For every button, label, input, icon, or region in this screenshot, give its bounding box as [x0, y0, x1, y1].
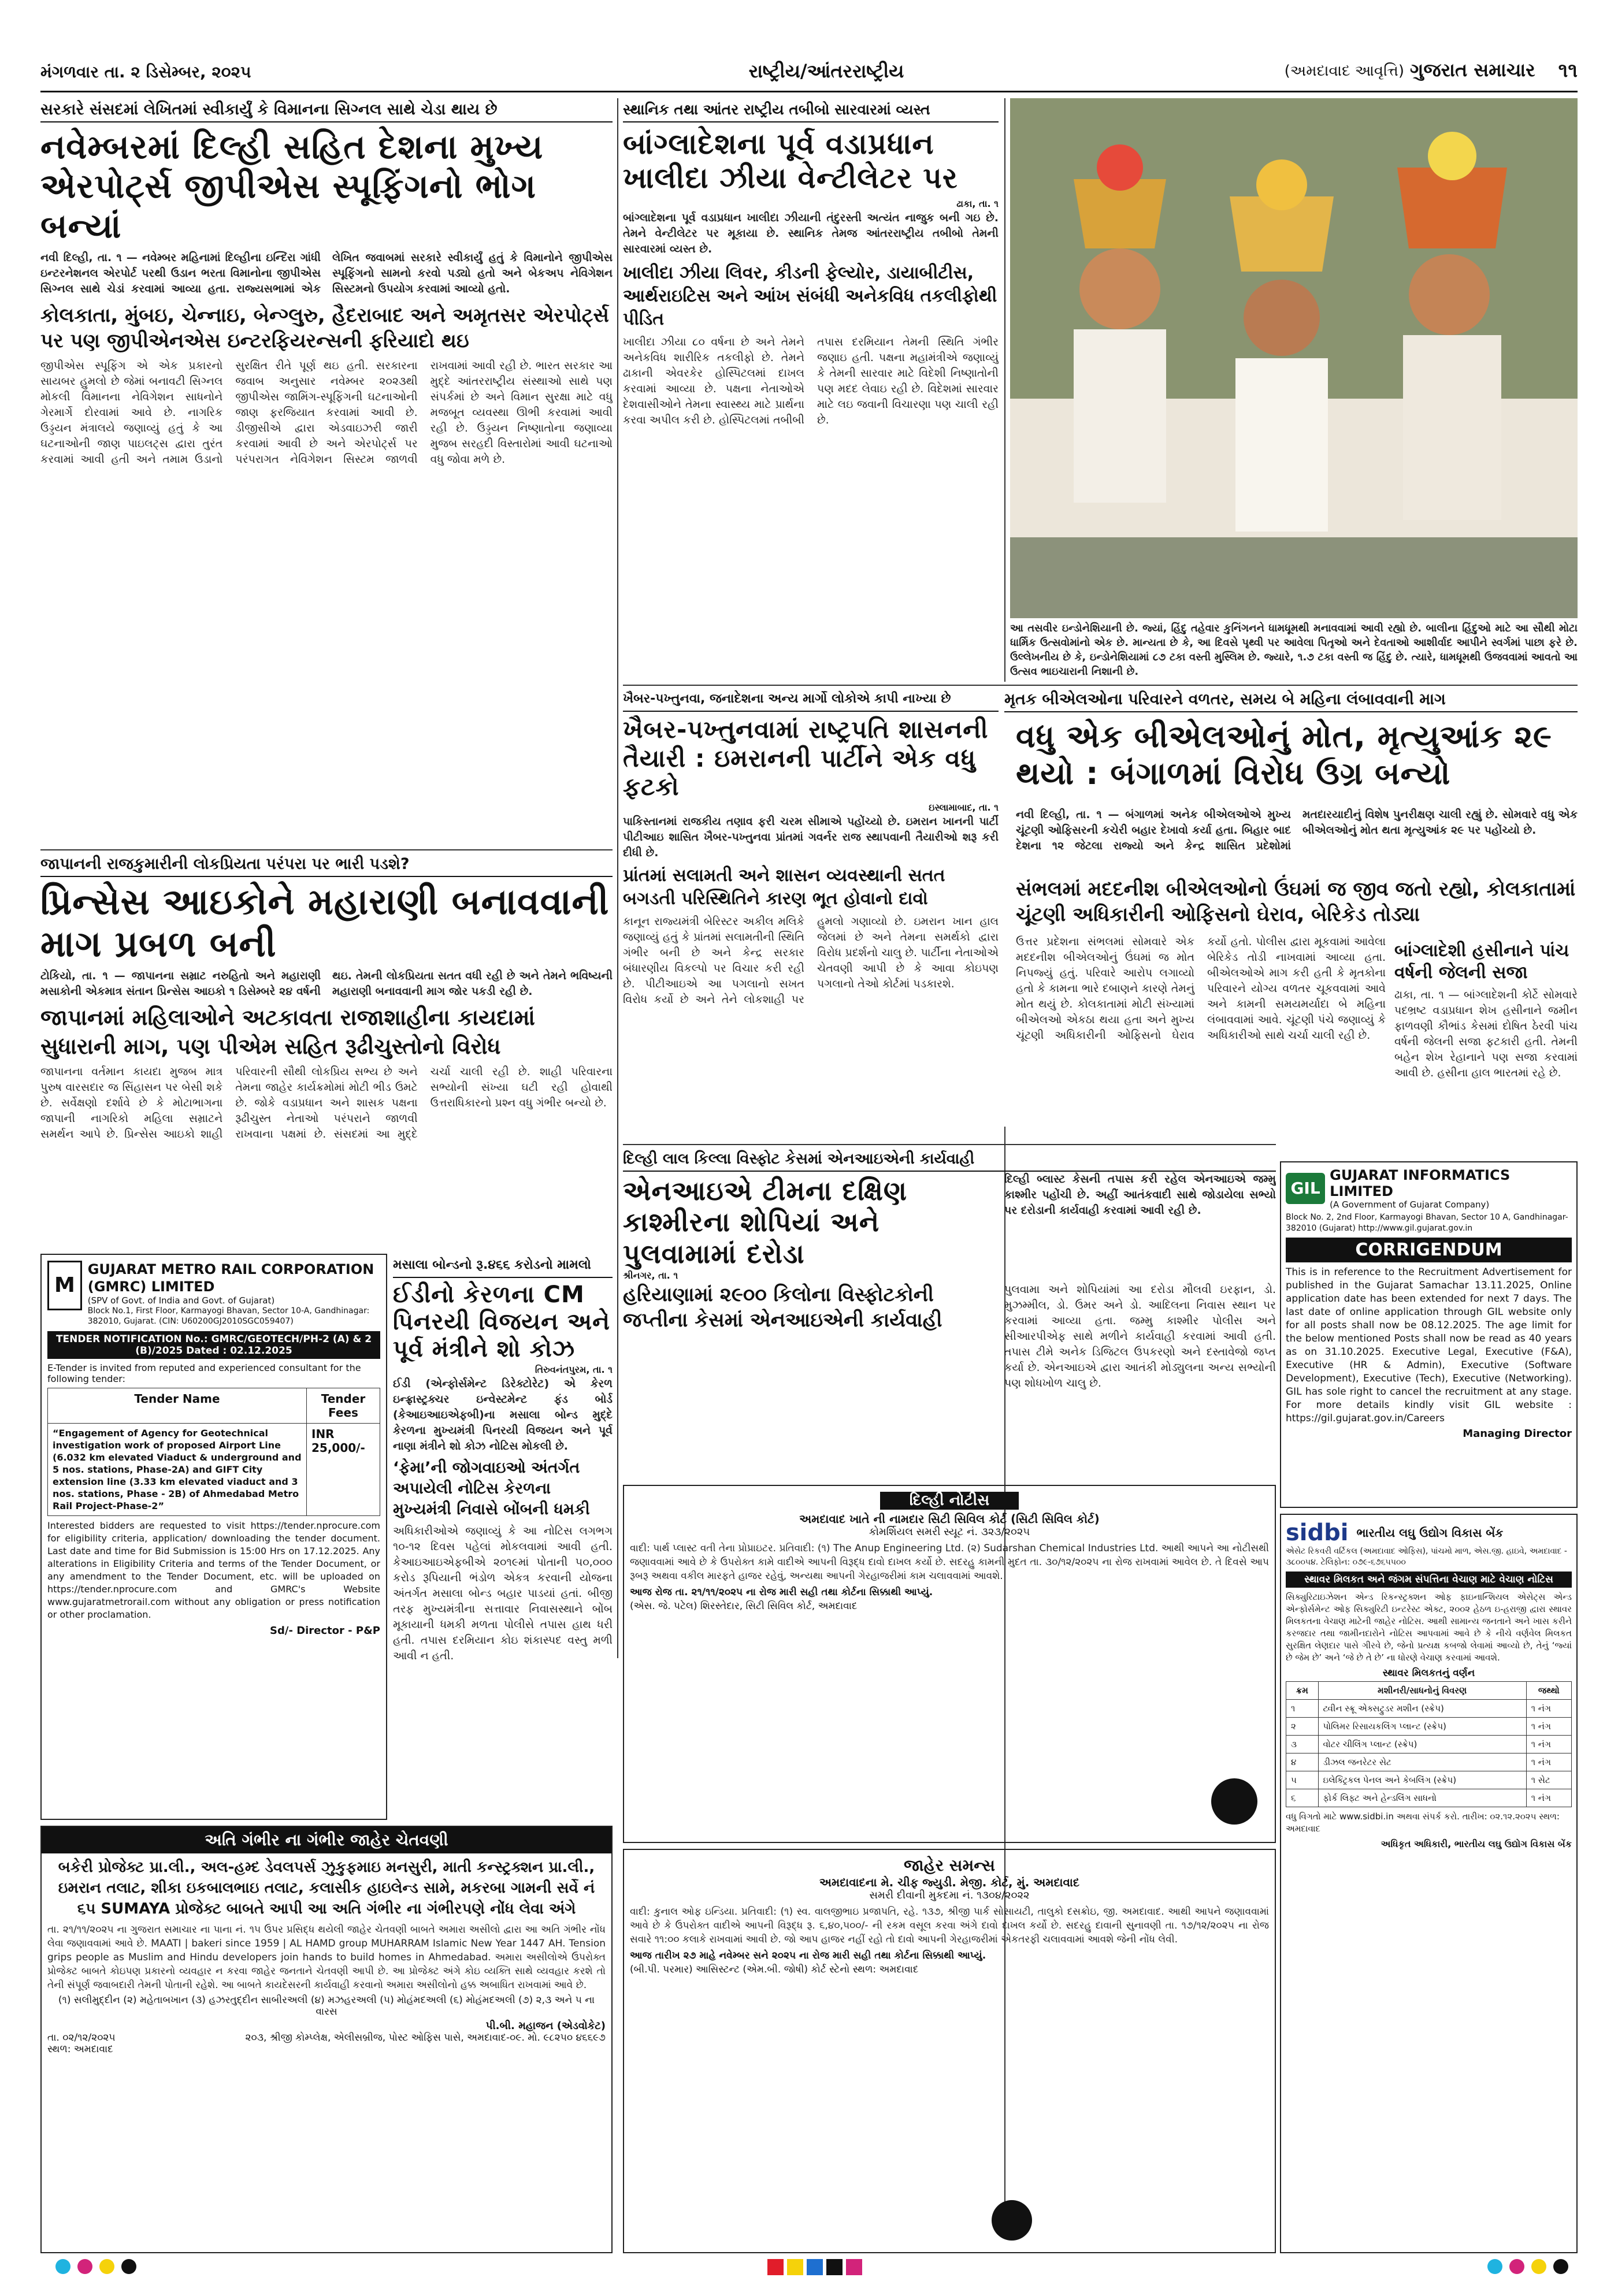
table-cell: ડીઝલ જનરેટર સેટ [1318, 1753, 1526, 1771]
table-row [1286, 1753, 1572, 1771]
reg-dot-yellow [99, 2259, 114, 2274]
khaleda-kicker: સ્થાનિક તથા આંતર રાષ્ટ્રીય તબીબો સારવારમાં વ્યસ્ત [623, 98, 999, 122]
table-cell: ૫ [1286, 1771, 1319, 1789]
princess-headline: પ્રિન્સેસ આઇકોને મહારાણી બનાવવાની માગ પ્રબળ બની [40, 880, 610, 965]
gil-banner: CORRIGENDUM [1286, 1238, 1572, 1262]
blo-headline: વધુ એક બીએલઓનું મોત, મૃત્યુઆંક ૨૯ થયો : બંગાળમાં વિરોધ ઉગ્ર બન્યો [1016, 718, 1552, 792]
gmrc-col-tender-name: Tender Name [48, 1388, 307, 1424]
gps-kicker: સરકારે સંસદમાં લેખિતમાં સ્વીકાર્યું કે વિમાનના સિગ્નલ સાથે ચેડા થાય છે [40, 98, 613, 122]
paper-name: ગુજરાત સમાચાર [1410, 59, 1535, 81]
gmrc-tender-name: “Engagement of Agency for Geotechnical investigation work of proposed Airport Line (6.032 km elevated Viaduct & underground and 5 nos. stations, Phase-2A) and GIFT City extension line (3.33 km elevated viaduct and 3 nos. stations, Phase - 2B) of Ahmedabad Metro Rail Project-Phase-2” [48, 1424, 307, 1516]
gil-address: Block No. 2, 2nd Floor, Karmayogi Bhavan, Sector 10 A, Gandhinagar-382010 (Gujarat) http://www.gil.gujarat.gov.in [1286, 1213, 1568, 1233]
reg-dot-yellow [1531, 2259, 1546, 2274]
kerala-headline: ઈડીનો કેરળના CM પિનરયી વિજયન અને પૂર્વ મંત્રીને શો કોઝ [393, 1281, 610, 1363]
reg-square-blue [807, 2259, 823, 2275]
gil-name: GUJARAT INFORMATICS LIMITED [1330, 1167, 1511, 1199]
column-rule [617, 98, 618, 1658]
kerala-lead: ઈડી (એન્ફોર્સમેન્ટ ડિરેક્ટોરેટ) એ કેરળ ઇન્ફ્રાસ્ટ્રક્ચર ઇન્વેસ્ટમેન્ટ ફંડ બોર્ડ (કેઆઇઆઇએફબી)ના મસાલા બોન્ડ મુદ્દે કેરળના મુખ્યમંત્રી પિનરયી વિજયન અને પૂર્વ નાણા મંત્રીને શો કોઝ નોટિસ મોકલી છે. [393, 1377, 613, 1452]
delhi-blast-story [623, 1144, 1276, 1479]
princess-body: જાપાનના વર્તમાન કાયદા મુજબ માત્ર પુરુષ વારસદાર જ સિંહાસન પર બેસી શકે છે. સર્વેક્ષણો દર્શાવે છે કે મોટાભાગના જાપાની નાગરિકો મહિલા સમ્રાટને સમર્થન આપે છે. પ્રિન્સેસ આઇકો શાહી પરિવારની સૌથી લોકપ્રિય સભ્ય છે અને તેમના જાહેર કાર્યક્રમોમાં મોટી ભીડ ઉમટે છે. જોકે વડાપ્રધાન અને શાસક પક્ષના રૂઢીચુસ્ત નેતાઓ પરંપરાને જાળવી રાખવાના પક્ષમાં છે. સંસદમાં આ મુદ્દે ચર્ચા ચાલી રહી છે. શાહી પરિવારના સભ્યોની સંખ્યા ઘટી રહી હોવાથી ઉત્તરાધિકારનો પ્રશ્ન વધુ ગંભીર બન્યો છે. [40, 1065, 613, 1141]
delhi-blast-lead: દિલ્હી બ્લાસ્ટ કેસની તપાસ કરી રહેલ એનઆઇએ જમ્મુ કાશ્મીર પહોંચી છે. અહીં આતંકવાદી સાથે જોડાયેલા સભ્યો પર દરોડાની કાર્યવાહી કરવામાં આવી રહી છે. [1004, 1173, 1276, 1217]
imran-subhead: પ્રાંતમાં સલામતી અને શાસન વ્યવસ્થાની સતત બગડતી પરિસ્થિતિને કારણ ભૂત હોવાનો દાવો [623, 865, 945, 909]
gmrc-intro: E-Tender is invited from reputed and experienced consultant for the following tender: [47, 1362, 361, 1384]
sidbi-footer: વધુ વિગતો માટે www.sidbi.in અથવા સંપર્ક કરો. તારીખ: ૦૨.૧૨.૨૦૨૫ સ્થળ: અમદાવાદ [1286, 1811, 1560, 1834]
gps-story [40, 98, 613, 844]
masthead [40, 58, 1578, 92]
gps-lead: નવી દિલ્હી, તા. ૧ — નવેમ્બર મહિનામાં દિલ્હીના ઇન્દિરા ગાંધી ઇન્ટરનેશનલ એરપોર્ટ પરથી ઉડાન ભરતા વિમાનોના જીપીએસ સિગ્નલ સાથે ચેડાં કરવામાં આવ્યા હતા. રાજ્યસભામાં એક લેખિત જવાબમાં સરકારે સ્વીકાર્યું હતું કે વિમાનોને જીપીએસ સ્પૂફિંગનો સામનો કરવો પડ્યો હતો અને બેકઅપ નેવિગેશન સિસ્ટમનો ઉપયોગ કરવામાં આવ્યો હતો. [40, 251, 613, 296]
registration-marks-left [52, 2259, 283, 2282]
table-row [1286, 1736, 1572, 1753]
delhi-blast-headline: એનઆઇએ ટીમના દક્ષિણ કાશ્મીરના શોપિયાં અને પુલવામામાં દરોડા [623, 1175, 908, 1269]
imran-lead: પાકિસ્તાનમાં રાજકીય તણાવ ફરી ચરમ સીમાએ પહોંચ્યો છે. ઇમરાન ખાનની પાર્ટી પીટીઆઇ શાસિત ખૈબર-પખ્તુનવા પ્રાંતમાં ગવર્નર રાજ સ્થાપવાની તૈયારીઓ શરૂ કરી દીધી છે. [623, 815, 999, 859]
gmrc-logo: M [47, 1261, 82, 1310]
table-cell: ૬ [1286, 1789, 1319, 1807]
gmrc-title: GUJARAT METRO RAIL CORPORATION (GMRC) LIMITED [87, 1261, 374, 1295]
reg-dot-magenta [1509, 2259, 1524, 2274]
warning-ad [40, 1826, 613, 2253]
blo-lead: નવી દિલ્હી, તા. ૧ — બંગાળમાં અનેક બીએલઓએ મુખ્ય ચૂંટણી ઓફિસરની કચેરી બહાર દેખાવો કર્યા હતા. બિહાર બાદ દેશના ૧૨ જેટલા રાજ્યો અને કેન્દ્ર શાસિત પ્રદેશોમાં મતદારયાદીનું વિશેષ પુનરીક્ષણ ચાલી રહ્યું છે. સોમવારે વધુ એક બીએલઓનું મોત થતા મૃત્યુઆંક ૨૯ પર પહોંચ્યો છે. [1016, 808, 1578, 852]
reg-square-magenta [846, 2259, 862, 2275]
court2-names: (બી.પી. પરમાર) આસિસ્ટન્ટ (એમ.બી. જોષી) કોર્ટ સ્ટેનો સ્થળ: અમદાવાદ [630, 1964, 919, 1975]
registration-marks-center [693, 2259, 936, 2282]
court1-case: કોમર્શિયલ સમરી સ્યૂટ નં. ૩૨૩/૨૦૨૫ [869, 1526, 1030, 1538]
warning-signers: (૧) સલીમુદ્દીન (૨) મહેતાબખાન (૩) હઝરતુદ્દીન સાબીરઅલી (૪) મઝહરઅલી (૫) મોહંમદઅલી (૬) મોહંમદઅલી (૭) ૨,૩ અને ૫ ના વારસ [58, 1994, 595, 2018]
sidbi-ad [1280, 1514, 1578, 2253]
court1-seal-icon [1211, 1778, 1257, 1825]
delhi-blast-subhead: હરિયાણામાં ૨૯૦૦ કિલોના વિસ્ફોટકોની જપ્તીના કેસમાં એનઆઇએની કાર્યવાહી [623, 1283, 942, 1332]
table-cell: ૧ સેટ [1526, 1771, 1571, 1789]
blo-kicker: મૃતક બીએલઓના પરિવારને વળતર, સમય બે મહિના લંબાવવાની માગ [1004, 688, 1578, 712]
reg-square-black [826, 2259, 843, 2275]
gmrc-ad [40, 1254, 387, 1820]
warning-banner: અતિ ગંભીર ના ગંભીર જાહેર ચેતવણી [42, 1827, 611, 1853]
blo-body: ઉત્તર પ્રદેશના સંભલમાં સોમવારે એક મદદનીશ બીએલઓનું ઉંઘમાં જ મોત નિપજ્યું હતું. પરિવારે આરોપ લગાવ્યો હતો કે કામના ભારે દબાણને કારણે તેમનું મોત થયું છે. કોલકાતામાં મોટી સંખ્યામાં બીએલઓ એકઠા થયા હતા અને મુખ્ય ચૂંટણી અધિકારીની ઓફિસનો ઘેરાવ કર્યો હતો. પોલીસ દ્વારા મૂકવામાં આવેલા બેરિકેડ તોડી નાખવામાં આવ્યા હતા. બીએલઓએ માગ કરી હતી કે મૃતકોના પરિવારને યોગ્ય વળતર ચૂકવવામાં આવે અને કામની સમયમર્યાદા બે મહિના લંબાવવામાં આવે. ચૂંટણી પંચે જણાવ્યું કે અધિકારીઓ સાથે ચર્ચા ચાલી રહી છે. [1016, 935, 1386, 1042]
gil-subtitle: (A Government of Gujarat Company) [1330, 1199, 1490, 1210]
princess-kicker: જાપાનની રાજકુમારીની લોકપ્રિયતા પરંપરા પર ભારી પડશે? [40, 853, 613, 877]
court1-body: વાદી: પાર્થ પ્લાસ્ટ વતી તેના પ્રોપ્રાઇટર. પ્રતિવાદી: (૧) The Anup Engineering Ltd. (૨) Sudarshan Chemical Industries Ltd. આથી આપને આ નોટીસથી જણાવવામાં આવે છે કે ઉપરોક્ત કામે વાદીએ આપની વિરૂદ્ધ દાવો દાખલ કર્યો છે. સદરહુ કામની મુદત તા. ૩૦/૧૨/૨૦૨૫ ના રોજ રાખવામાં આવેલ છે. તે દિવસે આપ રૂબરૂ અથવા વકીલ મારફતે હાજર રહેવું, અન્યથા આપની ગેરહાજરીમાં કામ ચલાવવામાં આવશે. [630, 1543, 1269, 1582]
table-cell: ૧ [1286, 1700, 1319, 1718]
court1-court: અમદાવાદ ખાતે ની નામદાર સિટી સિવિલ કોર્ટ (સિટી સિવિલ કોર્ટ) [799, 1512, 1100, 1526]
gmrc-col-tender-fees: Tender Fees [307, 1388, 380, 1424]
table-cell: વોટર ચીલિંગ પ્લાન્ટ (સ્ક્રેપ) [1318, 1736, 1526, 1753]
kerala-dateline: તિરુવનંતપુરમ, તા. ૧ [535, 1364, 613, 1375]
table-cell: ઇલેક્ટ્રિકલ પેનલ અને કેબલિંગ (સ્ક્રેપ) [1318, 1771, 1526, 1789]
kerala-subhead: ‘ફેમા’ની જોગવાઇઓ અંતર્ગત અપાયેલી નોટિસ કેરળના મુખ્યમંત્રી નિવાસે બોંબની ધમકી [393, 1458, 590, 1518]
khaleda-body: ખાલીદા ઝીયા ૮૦ વર્ષના છે અને તેમને અનેકવિધ શારીરિક તકલીફો છે. તેમને ઢાકાની એવરકેર હોસ્પિટલમાં દાખલ કરવામાં આવ્યા છે. પક્ષના નેતાઓએ દેશવાસીઓને તેમના સ્વાસ્થ્ય માટે પ્રાર્થના કરવા અપીલ કરી છે. હોસ્પિટલમાં તબીબી તપાસ દરમિયાન તેમની સ્થિતિ ગંભીર જણાઇ હતી. પક્ષના મહામંત્રીએ જણાવ્યું કે તેમની સારવાર માટે વિદેશી નિષ્ણાતોની પણ મદદ લેવાઇ રહી છે. વિદેશમાં સારવાર માટે લઇ જવાની વિચારણા પણ ચાલી રહી છે. [623, 336, 999, 426]
gil-ad [1280, 1161, 1578, 1508]
sidbi-body: સિક્યુરિટાઇઝેશન એન્ડ રિકન્સ્ટ્રક્શન ઓફ ફાઇનાન્શિયલ એસેટ્સ એન્ડ એન્ફોર્સમેન્ટ ઓફ સિક્યુરિટી ઇન્ટરેસ્ટ એક્ટ, ૨૦૦૨ હેઠળ ઇ-હરાજી દ્વારા સ્થાવર મિલકતના વેચાણ માટેની જાહેર નોટિસ. આથી સામાન્ય જનતાને અને ખાસ કરીને કરજદાર તથા જામીનદારોને નોટિસ આપવામાં આવે છે કે નીચે વર્ણવેલ મિલકત સુરક્ષિત લેણદાર પાસે ગીરવે છે, જેનો પ્રત્યક્ષ કબજો લેવામાં આવ્યો છે, તેનું ‘જ્યાં છે જેમ છે’ અને ‘જે છે તે છે’ ના ધોરણે વેચાણ કરવામાં આવશે. [1286, 1592, 1572, 1663]
court2-case: સમરી દીવાની મુકદમા નં. ૧૩૦૪/૨૦૨૨ [869, 1889, 1030, 1901]
table-cell: ટ્વીન સ્ક્રૂ એક્સટ્રુડર મશીન (સ્ક્રેપ) [1318, 1700, 1526, 1718]
court1-title: દિલ્હી નોટીસ [880, 1492, 1019, 1510]
kerala-body: અધિકારીઓએ જણાવ્યું કે આ નોટિસ લગભગ ૧૦-૧૨ દિવસ પહેલાં મોકલવામાં આવી હતી. કેઆઇઆઇએફબીએ ૨૦૧૯માં પોતાની ૫૦,૦૦૦ કરોડ રૂપિયાની ભંડોળ એકત્ર કરવાની યોજના અંતર્ગત મસાલા બોન્ડ બહાર પાડયાં હતાં. બીજી તરફ મુખ્યમંત્રીના સત્તાવાર નિવાસસ્થાને બોંબ મૂકાયાની ધમકી મળતા પોલીસે તપાસ હાથ ધરી હતી. તપાસ દરમિયાન કોઇ શંકાસ્પદ વસ્તુ મળી આવી ન હતી. [393, 1524, 613, 1662]
gmrc-tender-table [47, 1388, 380, 1516]
sidbi-gname: ભારતીય લઘુ ઉદ્યોગ વિકાસ બેંક [1356, 1526, 1504, 1540]
table-row [1286, 1700, 1572, 1718]
table-row [1286, 1771, 1572, 1789]
imran-dateline: ઇસ્લામાબાદ, તા. ૧ [929, 801, 999, 813]
hasina-box-body: ઢાકા, તા. ૧ — બાંગ્લાદેશની કોર્ટે સોમવારે પદભ્રષ્ટ વડાપ્રધાન શેખ હસીનાને જમીન ફાળવણી કૌભાંડ કેસમાં દોષિત ઠેરવી પાંચ વર્ષની જેલની સજા ફટકારી હતી. તેમની બહેન શેખ રેહાનાને પણ સજા કરવામાં આવી છે. હસીના હાલ ભારતમાં રહે છે. [1394, 989, 1578, 1079]
princess-lead: ટોકિયો, તા. ૧ — જાપાનના સમ્રાટ નરુહિતો અને મહારાણી મસાકોની એકમાત્ર સંતાન પ્રિન્સેસ આઇકો ૧ ડિસેમ્બરે ૨૪ વર્ષની થઇ. તેમની લોકપ્રિયતા સતત વધી રહી છે અને તેમને ભવિષ્યની મહારાણી બનાવવાની માગ જોર પકડી રહી છે. [40, 969, 613, 998]
warning-address: ૨૦૩, શ્રીજી કોમ્પ્લેક્ષ, એલીસબ્રીજ, પોસ્ટ ઓફિસ પાસે, અમદાવાદ-૦૯. મો. ૯૮૨૫૦ ૪૬૬૯૭ [245, 2032, 606, 2044]
court2-body: વાદી: કુનાલ ઓફ ઇન્ડિયા. પ્રતિવાદી: (૧) સ્વ. વાલજીભાઇ પ્રજાપતિ, રહે. ૧૩૭, શ્રીજી પાર્ક સોસાયટી, તાલુકો દસક્રોઇ, જી. અમદાવાદ. આથી આપને જણાવવામાં આવે છે કે ઉપરોક્ત વાદીએ આપની વિરૂદ્ધ રૂ. ૬,૪૦,૫૦૦/- ની રકમ વસૂલ કરવા અંગે દાવો દાખલ કર્યો છે. સદરહુ દાવાની સુનાવણી તા. ૧૭/૧૨/૨૦૨૫ ના રોજ સવારે ૧૧:૦૦ કલાકે રાખવામાં આવી છે. જો આપ હાજર નહીં રહો તો દાવો આપની ગેરહાજરીમાં એકતરફી ચલાવવામાં આવશે જેની નોંધ લેવી. [630, 1906, 1269, 1945]
imran-body: કાનૂન રાજ્યમંત્રી બેરિસ્ટર અકીલ મલિકે જણાવ્યું હતું કે પ્રાંતમાં સલામતીની સ્થિતિ ગંભીર બની છે અને કેન્દ્ર સરકાર બંધારણીય વિકલ્પો પર વિચાર કરી રહી છે. પીટીઆઇએ આ પગલાનો સખત વિરોધ કર્યો છે અને તેને લોકશાહી પર હુમલો ગણાવ્યો છે. ઇમરાન ખાન હાલ જેલમાં છે અને તેમના સમર્થકો દ્વારા વિરોધ પ્રદર્શનો ચાલુ છે. પાર્ટીના નેતાઓએ ચેતવણી આપી છે કે આવા કોઇપણ પગલાનો તેઓ કોર્ટમાં પડકારશે. [623, 915, 999, 1006]
khaleda-headline: બાંગ્લાદેશના પૂર્વ વડાપ્રધાન ખાલીદા ઝીયા વેન્ટીલેટર પર [623, 127, 958, 195]
sidbi-address: એસેટ રિકવરી વર્ટિકલ (અમદાવાદ ઓફિસ), પાંચમો માળ, એસ.જી. હાઇવે, અમદાવાદ - ૩૮૦૦૫૪. ટેલિફોન: ૦૭૯-૬૭૬૫૫૦૦ [1286, 1547, 1567, 1567]
gmrc-sign: Sd/- Director - P&P [270, 1625, 380, 1637]
table-cell: ૧ નંગ [1526, 1718, 1571, 1736]
delhi-blast-body: પુલવામા અને શોપિયાંમાં આ દરોડા મૌલવી ઇરફાન, ડો. મુઝમ્મીલ, ડો. ઉમર અને ડો. આદિલના નિવાસ સ્થાન પર કરવામાં આવ્યા હતા. જમ્મુ કાશ્મીર પોલીસ અને સીઆરપીએફ સાથે મળીને કાર્યવાહી કરવામાં આવી હતી. તપાસ ટીમે અનેક ડિજિટલ ઉપકરણો અને દસ્તાવેજો જપ્ત કર્યા છે. એનઆઇએ દ્વારા આતંકી મોડ્યુલના અન્ય સભ્યોની પણ શોધખોળ ચાલુ છે. [1004, 1283, 1276, 1390]
imran-story [623, 688, 999, 1138]
princess-story [40, 849, 613, 1248]
sidbi-table-title: સ્થાવર મિલકતનું વર્ણન [1382, 1667, 1475, 1679]
reg-dot-cyan [55, 2259, 70, 2274]
section-label: રાષ્ટ્રીય/આંતરરાષ્ટ્રીય [748, 60, 904, 82]
khaleda-subhead: ખાલીદા ઝીયા લિવર, કીડની ફેલ્યોર, ડાયાબીટીસ, આર્થરાઇટિસ અને આંખ સંબંધી અનેકવિધ તકલીફોથી પીડિત [623, 263, 997, 329]
princess-subhead: જાપાનમાં મહિલાઓને અટકાવતા રાજાશાહીના કાયદામાં સુધારાની માગ, પણ પીએમ સહિત રૂઢીચુસ્તોનો વિરોધ [40, 1005, 535, 1060]
court-notice-1 [623, 1485, 1276, 1843]
photo-caption: આ તસવીર ઇન્ડોનેશિયાની છે. જ્યાં, હિંદુ તહેવાર કુનિંગનને ધામધૂમથી મનાવવામાં આવી રહ્યો છે. બાલીના હિંદુઓ માટે આ સૌથી મોટા ધાર્મિક ઉત્સવોમાંનો એક છે. માન્યતા છે કે, આ દિવસે પૃથ્વી પર આવેલા પિતૃઓ અને દેવતાઓ આશીર્વાદ આપીને સ્વર્ગમાં પાછા ફરે છે. ઉલ્લેખનીય છે કે, ઇન્ડોનેશિયામાં ૮૭ ટકા વસ્તી મુસ્લિમ છે. જ્યારે, ૧.૭ ટકા વસ્તી જ હિંદુ છે. ત્યારે, ધામધૂમથી ઉજવવામાં આવતો આ ઉત્સવ ભાઇચારાની નિશાની છે. [1010, 622, 1578, 678]
reg-square-red [767, 2259, 784, 2275]
gmrc-notice: TENDER NOTIFICATION No.: GMRC/GEOTECH/PH-2 (A) & 2 (B)/2025 Dated : 02.12.2025 [47, 1331, 380, 1359]
warning-advocate: પી.બી. મહાજન (એડવોકેટ) [485, 2020, 606, 2032]
warning-date: તા. ૦૨/૧૨/૨૦૨૫ [47, 2032, 116, 2044]
khaleda-lead: બાંગ્લાદેશના પૂર્વ વડાપ્રધાન ખાલીદા ઝીયાની તંદુરસ્તી અત્યંત નાજુક બની ગઇ છે. તેમને વેન્ટીલેટર પર મૂકાયા છે. સ્થાનિક તેમજ આંતરરાષ્ટ્રીય તબીબો તેમની સારવારમાં વ્યસ્ત છે. [623, 211, 999, 255]
gps-body: જીપીએસ સ્પૂફિંગ એ એક પ્રકારનો સાયબર હુમલો છે જેમાં બનાવટી સિગ્નલ મોકલી વિમાનના નેવિગેશન સાધનોને ગેરમાર્ગે દોરવામાં આવે છે. નાગરિક ઉડ્ડયન મંત્રાલયે જણાવ્યું હતું કે આ ઘટનાઓની જાણ પાઇલટ્સ દ્વારા તુરંત કરવામાં આવી હતી અને તમામ ઉડાનો સુરક્ષિત રીતે પૂર્ણ થઇ હતી. સરકારના જવાબ અનુસાર નવેમ્બર ૨૦૨૩થી જીપીએસ જામિંગ-સ્પૂફિંગની ઘટનાઓની જાણ ફરજિયાત કરવામાં આવી છે. ડીજીસીએ દ્વારા એડવાઇઝરી જારી કરવામાં આવી છે અને એરપોર્ટ્સ પર પરંપરાગત નેવિગેશન સિસ્ટમ જાળવી રાખવામાં આવી રહી છે. ભારત સરકાર આ મુદ્દે આંતરરાષ્ટ્રીય સંસ્થાઓ સાથે પણ સંપર્કમાં છે અને વિમાન સુરક્ષા માટે વધુ મજબૂત વ્યવસ્થા ઊભી કરવામાં આવી રહી છે. ઉડ્ડયન નિષ્ણાતોના જણાવ્યા મુજબ સરહદી વિસ્તારોમાં આવી ઘટનાઓ વધુ જોવા મળે છે. [40, 359, 613, 466]
gps-subhead: કોલકાતા, મુંબઇ, ચેન્નાઇ, બેન્ગ્લુરુ, હૈદરાબાદ અને અમૃતસર એરપોર્ટ્સ પર પણ જીપીએનએસ ઇન્ટરફિયરન્સની ફરિયાદો થઇ [40, 304, 609, 353]
imran-headline: ખૈબર-પખ્તુનવામાં રાષ્ટ્રપતિ શાસનની તૈયારી : ઇમરાનની પાર્ટીને એક વધુ ફટકો [623, 715, 989, 801]
court2-seal-icon [992, 2200, 1032, 2241]
delhi-blast-kicker: દિલ્હી લાલ કિલ્લા વિસ્ફોટ કેસમાં એનઆઇએની કાર્યવાહી [623, 1147, 1276, 1172]
table-cell: ૧ નંગ [1526, 1736, 1571, 1753]
sidbi-banner: સ્થાવર મિલકત અને જંગમ સંપત્તિના વેચાણ માટે વેચાણ નોટિસ [1286, 1571, 1572, 1588]
gil-logo: GIL [1286, 1173, 1325, 1204]
table-cell: ૧ નંગ [1526, 1700, 1571, 1718]
festival-photo-illustration [1010, 98, 1578, 618]
court1-names: (એસ. જે. પટેલ) શિરસ્તેદાર, સિટી સિવિલ કોર્ટ, અમદાવાદ [630, 1600, 858, 1612]
court2-court: અમદાવાદના મે. ચીફ જ્યુડી. મેજી. કોર્ટ, મું. અમદાવાદ [819, 1875, 1080, 1889]
gmrc-tender-fee: INR 25,000/- [307, 1424, 380, 1516]
sidbi-col-no: ક્રમ [1286, 1682, 1319, 1700]
table-cell: ૨ [1286, 1718, 1319, 1736]
table-cell: પોલિમર રિસાયકલિંગ પ્લાન્ટ (સ્ક્રેપ) [1318, 1718, 1526, 1736]
reg-dot-cyan [1487, 2259, 1502, 2274]
table-cell: ૪ [1286, 1753, 1319, 1771]
table-cell: ૩ [1286, 1736, 1319, 1753]
imran-kicker: ખૈબર-પખ્તુનવા, જનાદેશના અન્ય માર્ગો લોકોએ કાપી નાખ્યા છે [623, 688, 999, 712]
blo-subhead: સંભલમાં મદદનીશ બીએલઓનો ઉંઘમાં જ જીવ જતો રહ્યો, કોલકાતામાં ચૂંટણી અધિકારીની ઓફિસનો ઘેરાવ, બેરિકેડ તોડ્યા [1016, 878, 1576, 926]
hasina-box-title: બાંગ્લાદેશી હસીનાને પાંચ વર્ષની જેલની સજા [1394, 941, 1569, 983]
table-cell: ૧ નંગ [1526, 1789, 1571, 1807]
sidbi-col-qty: જથ્થો [1526, 1682, 1571, 1700]
reg-dot-magenta [77, 2259, 92, 2274]
column-rule [1004, 98, 1005, 682]
gil-body: This is in reference to the Recruitment Advertisement for published in the Gujarat Samachar 13.11.2025, Online application date has been extended for next 7 days. The last date of online application through GIL website only for all posts shall now be 08.12.2025. The age limit for the below mentioned Posts shall now be read as 40 years as on 31.10.2025. Executive Legal, Executive (F&A), Executive (HR & Admin), Executive (Software Development), Executive (Tech), Executive (Networking). GIL has sole right to cancel the recruitment at any stage. For more details kindly visit GIL website : https://gil.gujarat.gov.in/Careers [1286, 1266, 1572, 1424]
sidbi-logo: sidbi [1286, 1519, 1349, 1546]
reg-dot-black [1553, 2259, 1568, 2274]
table-row [1286, 1718, 1572, 1736]
sidbi-sign: અધિકૃત અધિકારી, ભારતીય લઘુ ઉદ્યોગ વિકાસ બેંક [1381, 1838, 1572, 1849]
sidbi-col-desc: મશીનરી/સાધનોનું વિવરણ [1318, 1682, 1526, 1700]
court1-sign: આજ રોજ તા. ૨૧/૧૧/૨૦૨૫ ના રોજ મારી સહી તથા કોર્ટના સિક્કાથી આપ્યું. [630, 1587, 933, 1598]
page-number: ૧૧ [1558, 59, 1578, 82]
reg-dot-black [121, 2259, 136, 2274]
court-notice-2 [623, 1849, 1276, 2253]
gmrc-footer: Interested bidders are requested to visit https://tender.nprocure.com for eligibility criteria, application/ downloading the tender document. Last date and time for Bid Submission is 15:00 Hrs on 17.12.2025. Any alterations in Eligibility Criteria and terms of the Tender Document, or any amendment to the Tender Document, etc. will be uploaded on https://tender.nprocure.com and GMRC's Website www.gujaratmetrorail.com without any obligation or press notification or other proclamation. [47, 1520, 380, 1620]
court2-sign: આજ તારીખ ૨૭ માહે નવેમ્બર સને ૨૦૨૫ ના રોજ મારી સહી તથા કોર્ટના સિક્કાથી આપ્યું. [630, 1950, 986, 1961]
reg-square-yellow [787, 2259, 803, 2275]
delhi-blast-dateline: શ્રીનગર, તા. ૧ [623, 1269, 678, 1281]
issue-date: મંગળવાર તા. ૨ ડિસેમ્બર, ૨૦૨૫ [40, 62, 251, 81]
warning-body: તા. ૨૧/૧૧/૨૦૨૫ ના ગુજરાત સમાચાર ના પાના નં. ૧૫ ઉપર પ્રસિદ્ધ થયેલી જાહેર ચેતવણી બાબતે અમારા અસીલો દ્વારા આ અતિ ગંભીર નોંધ લેવા જણાવવામાં આવે છે. MAATI | bakeri since 1959 | AL HAMD group MUHARRAM Islamic New Year 1447 AH. Tension grips people as Muslim and Hindu developers join hands to build homes in Ahmedabad. અમારા અસીલોએ ઉપરોક્ત પ્રોજેક્ટ બાબતે કોઇપણ પ્રકારનો વ્યવહાર ન કરવા જાહેર જનતાને ચેતવણી આપી છે. આ પ્રોજેક્ટ અંગે કોઇ વ્યક્તિ સાથે વ્યવહાર કરશે તો તેની સંપૂર્ણ જવાબદારી તેમની પોતાની રહેશે. આ બાબતે કાયદેસરની કાર્યવાહી કરવાનો અમારા અસીલોનો હક્ક અબાધિત રાખવામાં આવે છે. [47, 1924, 606, 1991]
table-row [1286, 1789, 1572, 1807]
khaleda-dateline: ઢાકા, તા. ૧ [956, 198, 999, 209]
edition-label: (અમદાવાદ આવૃત્તિ) [1284, 62, 1404, 80]
kerala-story [393, 1254, 613, 1820]
registration-marks-right [1341, 2259, 1572, 2282]
festival-photo [1010, 98, 1578, 618]
court2-title: જાહેર સમન્સ [904, 1856, 995, 1875]
warning-title: બકેરી પ્રોજેક્ટ પ્રા.લી., અલ-હમ્દ ડેવલપર્સ ઝુકુફમાઇ મનસુરી, માતી કન્સ્ટ્રક્શન પ્રા.લી., ઇમરાન તલાટ, શીકા ઇકબાલભાઇ તલાટ, કલાસીક હાઇલેન્ડ સામે, મકરબા ગામની સર્વે નં ૬૫ SUMAYA પ્રોજેક્ટ બાબતે આપી આ અતિ ગંભીર ના ગંભીરપણે નોંધ લેવા અંગે [58, 1859, 595, 1918]
gmrc-subtitle: (SPV of Govt. of India and Govt. of Gujarat) [87, 1295, 275, 1306]
table-cell: ફોર્ક લિફ્ટ અને હેન્ડલિંગ સાધનો [1318, 1789, 1526, 1807]
sidbi-asset-table [1286, 1681, 1572, 1807]
khaleda-story [623, 98, 999, 676]
warning-place: સ્થળ: અમદાવાદ [47, 2044, 113, 2055]
gmrc-address: Block No.1, First Floor, Karmayogi Bhavan, Sector 10-A, Gandhinagar: 382010, Gujarat. (CIN: U60200GJ2010SGC059407) [87, 1306, 370, 1326]
gil-sign: Managing Director [1463, 1428, 1572, 1440]
kerala-kicker: મસાલા બોન્ડનો રૂ.૪૬૬ કરોડનો મામલો [393, 1254, 613, 1278]
gps-headline: નવેમ્બરમાં દિલ્હી સહિત દેશના મુખ્ય એરપોર્ટ્સ જીપીએસ સ્પૂફિંગનો ભોગ બન્યાં [40, 127, 544, 246]
table-cell: ૧ નંગ [1526, 1753, 1571, 1771]
